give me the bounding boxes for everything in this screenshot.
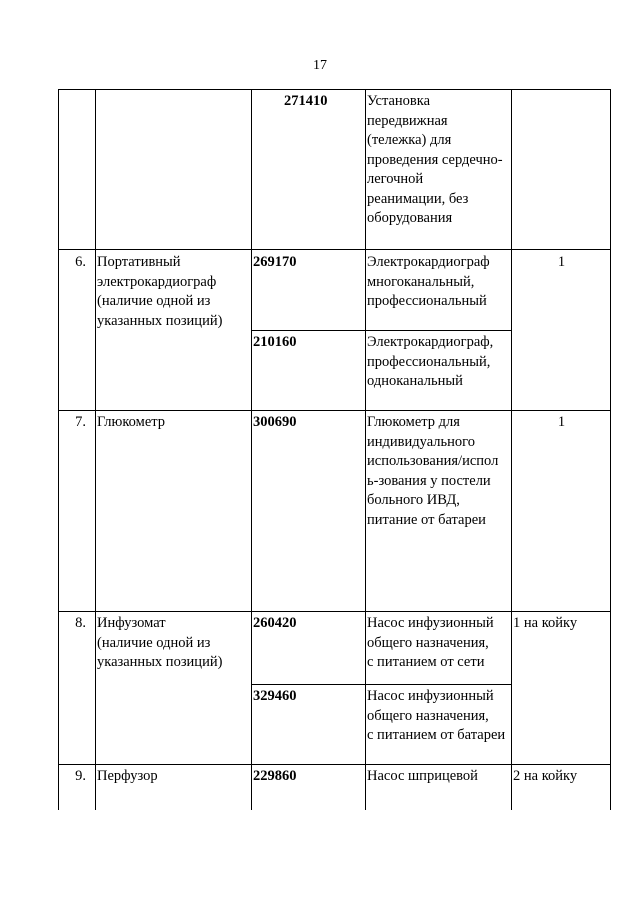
row-divider xyxy=(58,611,611,612)
item-quantity: 1 xyxy=(557,414,566,430)
item-quantity: 2 на койку xyxy=(513,768,578,784)
table-frame xyxy=(58,89,611,810)
column-divider xyxy=(95,89,96,810)
item-description: Электрокардиограф, профессиональный, одноканальный xyxy=(367,334,494,389)
item-code: 210160 xyxy=(253,334,297,350)
item-description: Глюкометр для индивидуального использования/испол ь-зования у постели больного ИВД, питание от батареи xyxy=(367,414,499,528)
column-divider xyxy=(511,89,512,810)
item-name: Перфузор xyxy=(97,768,158,784)
item-name: Портативный электрокардиограф (наличие одной из указанных позиций) xyxy=(97,254,223,329)
item-description: Насос шприцевой xyxy=(367,768,478,784)
page-number: 17 xyxy=(313,58,327,73)
item-code: 229860 xyxy=(253,768,297,784)
sub-row-divider xyxy=(251,330,511,331)
item-code: 300690 xyxy=(253,414,297,430)
item-description: Насос инфузионный общего назначения, с питанием от сети xyxy=(367,615,494,670)
item-code: 271410 xyxy=(284,93,328,109)
row-divider xyxy=(58,764,611,765)
row-number: 6. xyxy=(75,254,86,270)
item-code: 329460 xyxy=(253,688,297,704)
item-name: Глюкометр xyxy=(97,414,166,430)
item-description: Насос инфузионный общего назначения, с питанием от батареи xyxy=(367,688,506,743)
item-code: 269170 xyxy=(253,254,297,270)
item-name: Инфузомат (наличие одной из указанных позиций) xyxy=(97,615,223,670)
sub-row-divider xyxy=(251,684,511,685)
item-quantity: 1 на койку xyxy=(513,615,578,631)
item-code: 260420 xyxy=(253,615,297,631)
row-number: 7. xyxy=(75,414,86,430)
row-number: 9. xyxy=(75,768,86,784)
row-number: 8. xyxy=(75,615,86,631)
row-divider xyxy=(58,410,611,411)
item-description: Установка передвижная (тележка) для проведения сердечно- легочной реанимации, без оборудования xyxy=(367,93,503,226)
row-divider xyxy=(58,249,611,250)
item-quantity: 1 xyxy=(557,254,566,270)
column-divider xyxy=(365,89,366,810)
column-divider xyxy=(251,89,252,810)
item-description: Электрокардиограф многоканальный, профессиональный xyxy=(367,254,490,309)
